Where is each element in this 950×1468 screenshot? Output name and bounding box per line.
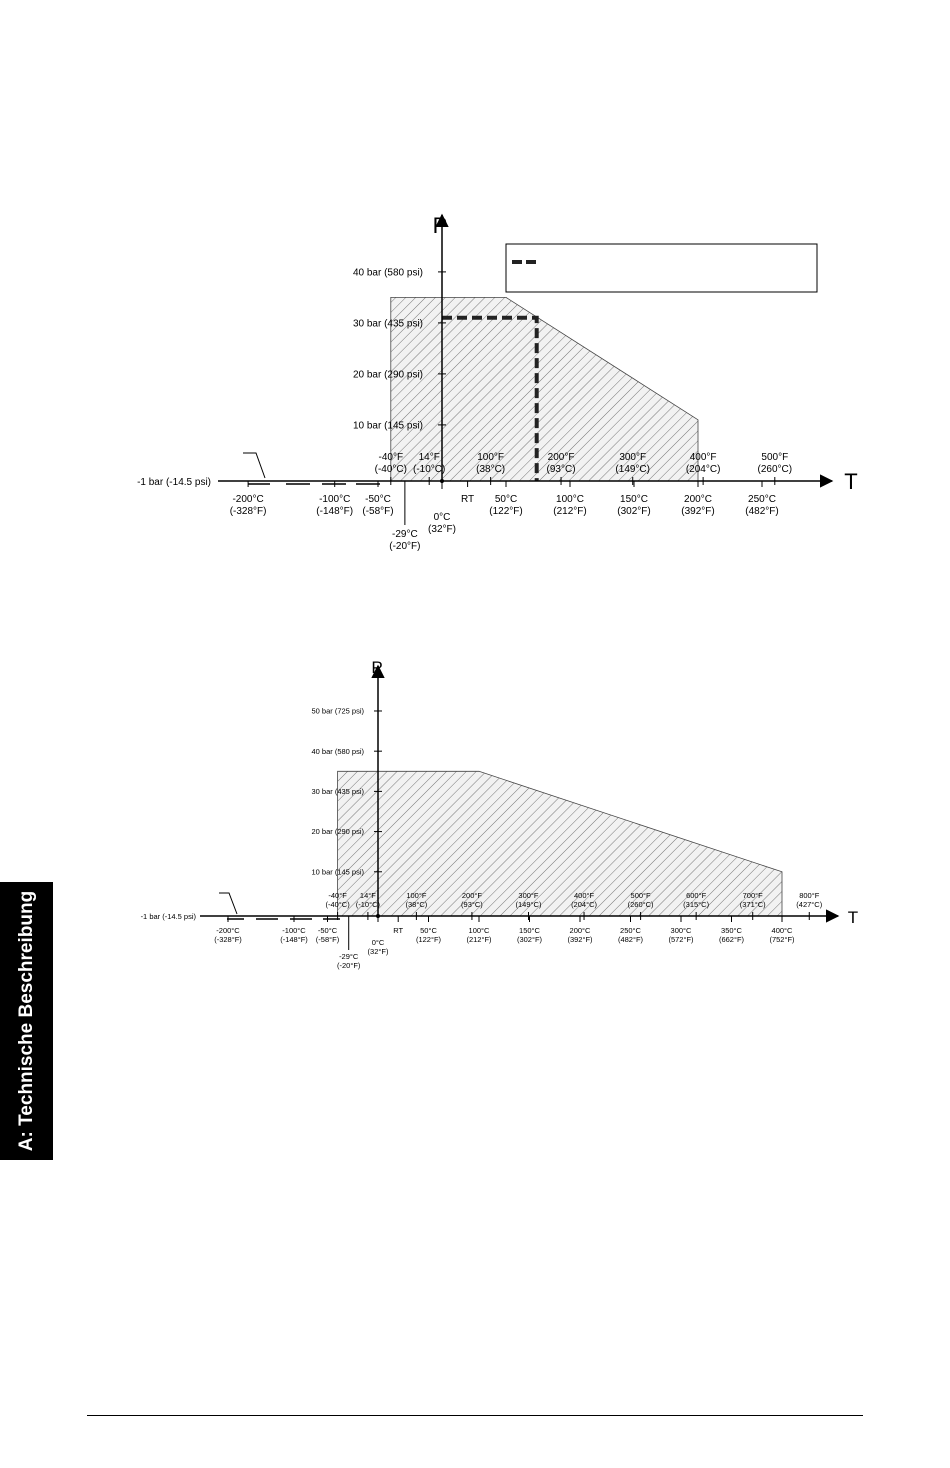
x-tick-label [681, 494, 714, 517]
x-tick-label-line: -50°C [317, 926, 338, 935]
x-tick-label-f-line: 300°F [619, 452, 647, 463]
x-tick-label-line: 400°C [771, 926, 793, 935]
x-tick-label-f-line: (315°C) [683, 900, 710, 909]
x-tick-label-f [375, 452, 407, 475]
pressure-temperature-chart-2 [141, 658, 859, 970]
x-tick-label-f-line: 200°F [461, 891, 482, 900]
x-tick-label-line: (-20°F) [389, 541, 421, 552]
x-tick-label [719, 926, 745, 944]
y-tick-label: 20 bar (290 psi) [311, 827, 364, 837]
hatched-operating-region [338, 771, 782, 916]
x-tick-label-f [476, 452, 505, 475]
x-tick-label-f-line: (204°C) [571, 900, 598, 909]
x-tick-label-f-line: 500°F [630, 891, 651, 900]
x-tick-label-f [740, 891, 766, 909]
x-tick-label-line: 250°C [748, 494, 776, 505]
x-tick-label [389, 529, 420, 552]
x-tick-label-line: 200°C [684, 494, 712, 505]
y-tick-label: 50 bar (725 psi) [311, 706, 364, 716]
x-tick-label [617, 494, 650, 517]
x-tick-label [316, 926, 340, 944]
x-tick-label-f-line: (260°C) [757, 464, 793, 475]
x-tick-label-f [405, 891, 427, 909]
x-tick-label-f-line: -40°F [328, 891, 347, 900]
x-tick-label-f-line: (260°C) [627, 900, 654, 909]
x-tick-label-line: -100°C [319, 494, 351, 505]
x-tick-label-f-line: (38°C) [405, 900, 428, 909]
x-tick-label [280, 926, 308, 944]
x-tick-label-line: (-328°F) [214, 935, 242, 944]
x-tick-label-line: (212°F) [553, 506, 587, 517]
x-tick-label-f [325, 891, 350, 909]
x-tick-label-line: 50°C [420, 926, 437, 935]
x-tick-label [416, 926, 442, 944]
x-tick-label-line: (32°F) [367, 947, 389, 956]
x-tick-label-line: (-20°F) [336, 961, 361, 970]
x-tick-label [745, 494, 778, 517]
x-tick-label-f [571, 891, 597, 909]
x-tick-label-line: 300°C [670, 926, 692, 935]
x-tick-label-f [615, 452, 650, 475]
x-tick-label-line: (392°F) [567, 935, 593, 944]
x-tick-label-line: (572°F) [668, 935, 694, 944]
x-tick-label-f [796, 891, 822, 909]
x-tick-label-line: 100°C [468, 926, 490, 935]
origin-dot [376, 914, 380, 918]
pressure-temperature-chart-1 [137, 213, 858, 552]
x-tick-label-line: (-148°F) [280, 935, 308, 944]
x-tick-label [316, 494, 353, 517]
pointer-line [219, 893, 237, 914]
x-tick-label-line: (752°F) [769, 935, 795, 944]
x-tick-label [428, 512, 456, 535]
x-tick-label-f-line: 14°F [418, 452, 440, 463]
x-tick-label-line: 250°C [620, 926, 641, 935]
x-tick-label-f-line: (-10°C) [413, 464, 446, 475]
x-tick-label [461, 494, 474, 505]
x-tick-label-f-line: 600°F [686, 891, 707, 900]
x-tick-label [668, 926, 694, 944]
y-tick-label: 30 bar (435 psi) [352, 318, 423, 330]
x-tick-label-f-line: (149°C) [515, 900, 542, 909]
x-tick-label-line: -100°C [282, 926, 306, 935]
x-tick-label [337, 952, 361, 970]
x-tick-label [214, 926, 242, 944]
baseline-label: -1 bar (-14.5 psi) [140, 912, 196, 921]
x-tick-label-f-line: 300°F [518, 891, 539, 900]
y-tick-label: 10 bar (145 psi) [352, 420, 423, 432]
x-tick-label-line: (122°F) [415, 935, 442, 944]
x-tick-label-f-line: 100°F [477, 452, 505, 463]
x-tick-label-f-line: (93°C) [546, 464, 576, 475]
x-tick-label-f-line: (93°C) [461, 900, 483, 909]
x-tick-label-f-line: 14°F [359, 891, 376, 900]
section-side-tab-label: A: Technische Beschreibung [15, 890, 37, 1152]
x-tick-label-f-line: (-40°C) [325, 900, 350, 909]
x-tick-label [517, 926, 543, 944]
x-tick-label-f-line: 700°F [742, 891, 763, 900]
x-tick-label-f [686, 452, 721, 475]
x-tick-label [230, 494, 267, 517]
t-axis-label: T [847, 908, 859, 927]
x-tick-label [553, 494, 586, 517]
x-tick-label-f [628, 891, 654, 909]
x-tick-label-f-line: (-10°C) [355, 900, 381, 909]
x-tick-label-line: 150°C [620, 494, 648, 505]
x-tick-label-line: (-58°F) [315, 935, 340, 944]
y-tick-label: 20 bar (290 psi) [352, 369, 423, 381]
x-tick-label-f [683, 891, 709, 909]
x-tick-label-line: 0°C [371, 938, 385, 947]
x-tick-label [567, 926, 593, 944]
baseline-label: -1 bar (-14.5 psi) [137, 477, 211, 488]
x-tick-label-f [516, 891, 542, 909]
x-tick-label [362, 494, 393, 517]
p-axis-label: P [371, 658, 383, 677]
x-tick-label-line: (482°F) [745, 506, 779, 517]
x-tick-label-f-line: (204°C) [685, 464, 721, 475]
x-tick-label-line: (662°F) [718, 935, 745, 944]
x-tick-label-f-line: -40°F [378, 452, 404, 463]
x-tick-label [618, 926, 644, 944]
x-tick-label-line: 100°C [556, 494, 584, 505]
x-tick-label-line: (302°F) [617, 506, 651, 517]
x-tick-label-line: (-58°F) [362, 506, 394, 517]
x-tick-label [393, 926, 403, 935]
x-tick-label-line: 50°C [494, 494, 518, 505]
x-tick-label-line: (212°F) [466, 935, 492, 944]
x-tick-label-f-line: (371°C) [739, 900, 766, 909]
x-tick-label-f-line: 500°F [761, 452, 789, 463]
y-tick-label: 30 bar (435 psi) [311, 787, 364, 797]
x-tick-label-line: 0°C [433, 512, 451, 523]
x-tick-label-f-line: 800°F [799, 891, 820, 900]
x-tick-label-f-line: (-40°C) [374, 464, 407, 475]
x-tick-label-line: -200°C [216, 926, 240, 935]
x-tick-label-line: RT [393, 926, 404, 935]
x-tick-label-f [758, 452, 793, 475]
x-tick-label-line: 350°C [721, 926, 742, 935]
x-tick-label-line: (32°F) [428, 524, 456, 535]
x-tick-label [489, 494, 522, 517]
x-tick-label-line: (302°F) [516, 935, 543, 944]
x-tick-label-line: -29°C [392, 529, 418, 540]
y-tick-label: 10 bar (145 psi) [311, 867, 364, 877]
x-tick-label-f-line: 400°F [573, 891, 595, 900]
x-tick-label-line: (122°F) [489, 506, 523, 517]
x-tick-label-f-line: (427°C) [796, 900, 823, 909]
p-axis-label: P [432, 213, 448, 238]
x-tick-label-f-line: 200°F [547, 452, 575, 463]
x-tick-label-line: 200°C [569, 926, 591, 935]
y-tick-label: 40 bar (580 psi) [311, 746, 364, 756]
x-tick-label-f-line: 100°F [406, 891, 427, 900]
origin-dot [440, 479, 444, 483]
x-tick-label [466, 926, 492, 944]
x-tick-label-f-line: (149°C) [615, 464, 651, 475]
x-tick-label-f [547, 452, 576, 475]
x-tick-label-line: (-148°F) [316, 506, 354, 517]
x-tick-label [368, 938, 389, 956]
t-axis-label: T [844, 469, 858, 494]
x-tick-label-f-line: (38°C) [476, 464, 506, 475]
x-tick-label-line: RT [461, 494, 475, 505]
x-tick-label-line: (-328°F) [229, 506, 267, 517]
x-tick-label-line: -29°C [339, 952, 359, 961]
x-tick-label-line: -50°C [365, 494, 391, 505]
x-tick-label-line: 150°C [519, 926, 540, 935]
x-tick-label-line: -200°C [232, 494, 264, 505]
x-tick-label-f [461, 891, 483, 909]
x-tick-label-f-line: 400°F [689, 452, 717, 463]
x-tick-label-line: (392°F) [681, 506, 715, 517]
y-tick-label: 40 bar (580 psi) [352, 267, 423, 279]
x-tick-label [769, 926, 795, 944]
pointer-line [243, 453, 265, 478]
legend-box [506, 244, 817, 292]
x-tick-label-line: (482°F) [617, 935, 644, 944]
